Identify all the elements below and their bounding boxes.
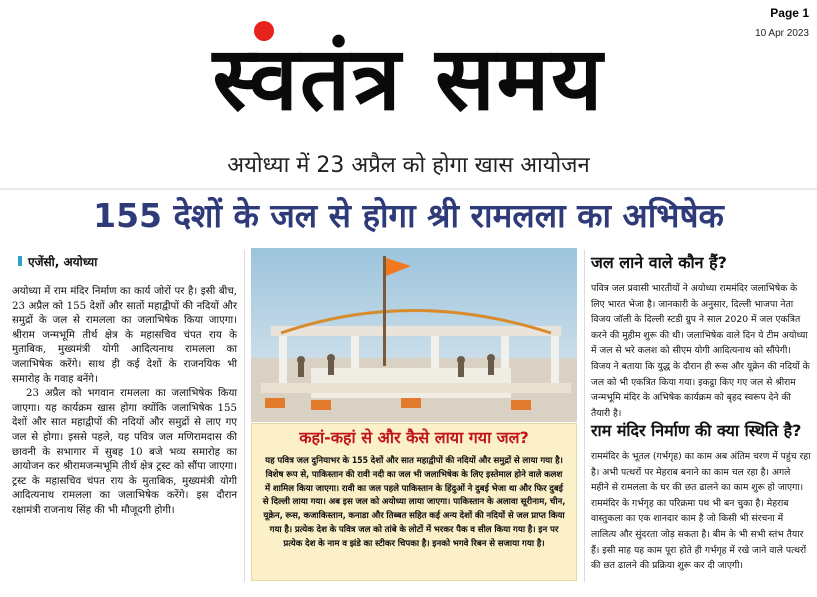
byline: एजेंसी, अयोध्या <box>28 255 98 269</box>
ceremony-image <box>251 248 577 422</box>
page-number: Page 1 <box>770 6 809 20</box>
edition-date: 10 Apr 2023 <box>755 28 809 39</box>
article-paragraph: 23 अप्रैल को भगवान रामलला का जलाभिषेक किया जाएगा। यह कार्यक्रम खास होगा क्योंकि जलाभिषेक 155 देशों और सात महाद्वीपों की नदियों और समुद्रों से लाए गए जल से होगा। इससे पहले, यह पवित्र जल मणिरामदास की छावनी के सभागार में सुबह 10 बजे भव्य समारोह का आयोजन कर श्रीरामजन्मभूमि तीर्थ क्षेत्र ट्रस्ट को सौंपा जाएगा। ट्रस्ट के महासचिव चंपत राय के मुताबिक, मुख्यमंत्री योगी आदित्यनाथ रामलला का जलाभिषेक करेंगे। इस दौरान रक्षामंत्री राजनाथ सिंह की भी मौजूदगी होगी। <box>12 388 237 516</box>
subhead-temple-status: राम मंदिर निर्माण की क्या स्थिति है? <box>591 421 802 440</box>
left-article <box>12 285 237 519</box>
headline: 155 देशों के जल से होगा श्री रामलला का अभिषेक <box>93 196 724 235</box>
column-divider <box>244 250 245 582</box>
kicker: अयोध्या में 23 अप्रैल को होगा खास आयोजन <box>227 153 590 178</box>
event-photo <box>251 248 577 422</box>
masthead-title: स्वतंत्र समय <box>212 27 605 130</box>
column-divider <box>584 250 585 582</box>
box-title: कहां-कहां से और कैसे लाया गया जल? <box>299 428 529 447</box>
byline-marker-icon <box>18 256 22 266</box>
box-body: यह पवित्र जल दुनियाभर के 155 देशों और सात महाद्वीपों की नदियों और समुद्रों से लाया गया है। विशेष रूप से, पाकिस्तान की रावी नदी का जल भी जलाभिषेक के लिए इस्तेमाल होने वाले कलश में शामिल किया जाएगा। रावी का जल पहले पाकिस्तान के हिंदुओं ने दुबई भेजा था और फिर दुबई से दिल्ली लाया गया। अब इस जल को अयोध्या लाया जाएगा। पाकिस्तान के अलावा सूरीनाम, चीन, यूक्रेन, रूस, कजाकिस्तान, कनाडा और तिब्बत सहित कई अन्य देशों की नदियों से जल प्राप्त किया गया है। प्रत्येक देश के पवित्र जल को तांबे के लोटों में भरकर पैक व सील किया गया है। इन पर प्रत्येक देश के नाम व झंडे का स्टीकर चिपका है। इनको भगवे रिबन से सजाया गया है। <box>262 456 566 549</box>
right-paragraph: राममंदिर के भूतल (गर्भगृह) का काम अब अंतिम चरण में पहुंच रहा है। अभी पत्थरों पर मेहराब बनाने का काम चल रहा है। अगले महीने से रामलला के घर की छत ढालने का काम शुरू हो जाएगा। राममंदिर के गर्भगृह का परिक्रमा पथ भी बन चुका है। मेहराब वास्तुकला का एक शानदार काम है जो किसी भी संरचना में लालित्य और सुंदरता जोड़ सकता है। बीम के भी सभी स्तंभ तैयार हैं। इसी माह यह काम पूरा होते ही गर्भगृह में रखे जाने वाले पत्थरों की छत ढालने की प्रक्रिया शुरू कर दी जाएगी। <box>591 451 811 572</box>
subhead-who-brought-water: जल लाने वाले कौन हैं? <box>591 253 727 272</box>
right-paragraph: पवित्र जल प्रवासी भारतीयों ने अयोध्या राममंदिर जलाभिषेक के लिए भारत भेजा है। जानकारी के अनुसार, दिल्ली भाजपा नेता विजय जॉली के दिल्ली स्टडी ग्रुप ने साल 2020 में जल एकत्रित करने की मुहीम शुरू की थी। जलाभिषेक वाले दिन ये टीम अयोध्या में जल से भरे कलश को सीएम योगी आदित्यनाथ को सौंपेगी। विजय ने बताया कि युद्ध के दौरान ही रूस और यूक्रेन की नदियों के जल को भी एकत्रित किया गया। इकट्ठा किए गए जल से श्रीराम जन्मभूमि मंदिर के अभिषेक कार्यक्रम को बृहद स्वरूप देने की तैयारी है। <box>591 283 810 419</box>
article-paragraph: अयोध्या में राम मंदिर निर्माण का कार्य जोरों पर है। इसी बीच, 23 अप्रैल को 155 देशों और सातों महाद्वीपों की नदियों और समुद्रों के जल से रामलला का जलाभिषेक किया जाएगा। श्रीराम जन्मभूमि तीर्थ क्षेत्र के महासचिव चंपत राय के मुताबिक, मुख्यमंत्री योगी आदित्यनाथ रामलला का जलाभिषेक करेंगे। साथ ही कई देशों के राजनयिक भी समारोह के गवाह बनेंगे। <box>12 286 237 385</box>
